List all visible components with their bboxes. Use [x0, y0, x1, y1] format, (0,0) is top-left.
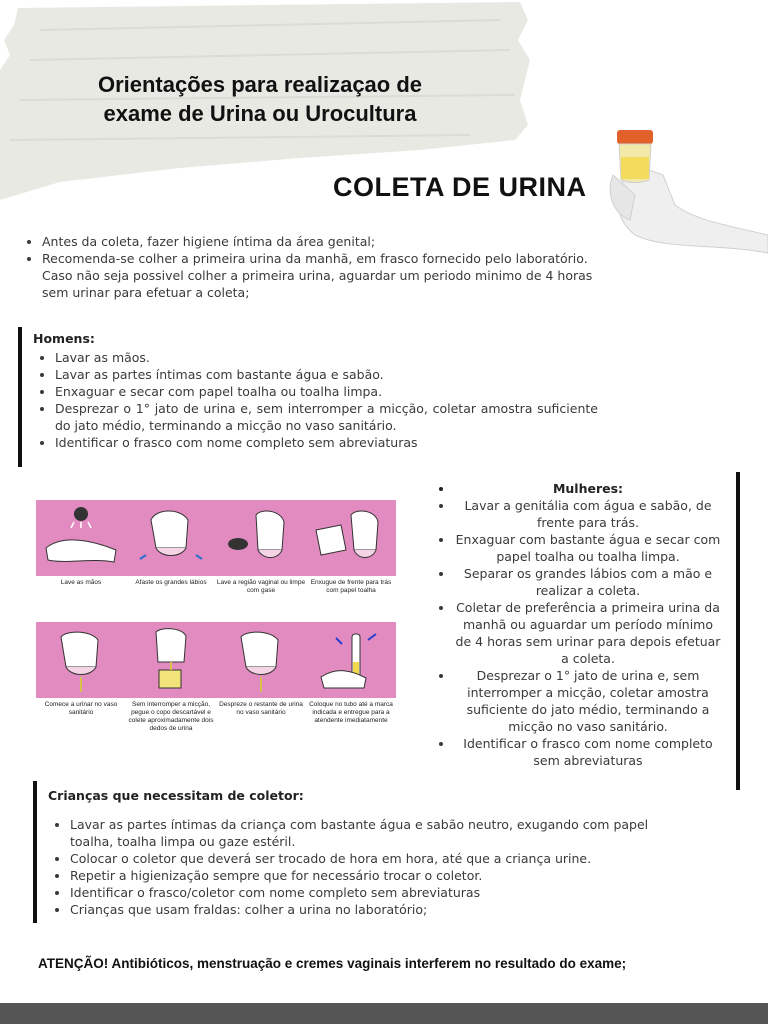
homens-accent-bar — [18, 327, 22, 467]
homens-list — [33, 349, 598, 451]
step-caption: Lave a região vaginal ou limpe com gase — [216, 579, 306, 594]
sponge-illustration — [216, 500, 306, 576]
title-line-1: Orientações para realizaçao de — [97, 72, 423, 97]
mulheres-section — [432, 480, 722, 769]
step-caption: Comece a urinar no vaso sanitário — [44, 701, 118, 716]
step-caption: Enxugue de frente para trás com papel toalha — [310, 579, 392, 594]
cup-illustration — [126, 622, 216, 698]
list-item: • Crianças que usam fraldas: colher a urina no laboratório; — [70, 901, 668, 918]
step-dry — [306, 500, 396, 595]
intro-section — [20, 233, 605, 301]
step-collect — [126, 622, 216, 733]
criancas-heading: Crianças que necessitam de coletor: — [48, 788, 304, 803]
criancas-accent-bar — [33, 781, 37, 923]
list-item: • Desprezar o 1° jato de urina e, sem interromper a micção, coletar amostra suficiente do jato médio, terminando a micção no vaso sanitário. — [55, 400, 598, 434]
list-item: • Separar os grandes lábios com a mão e realizar a coleta. — [454, 565, 722, 599]
list-item: • Identificar o frasco/coletor com nome completo sem abreviaturas — [70, 884, 668, 901]
step-caption: Coloque no tubo até a marca indicada e entregue para a atendente imediatamente — [309, 701, 393, 724]
step-discard — [216, 622, 306, 717]
mulheres-list — [432, 480, 722, 769]
list-item: • Enxaguar e secar com papel toalha ou toalha limpa. — [55, 383, 598, 400]
step-separate-labia — [126, 500, 216, 587]
hand-illustration — [36, 622, 126, 698]
hands-washing-illustration — [36, 500, 126, 576]
list-item: • Recomenda-se colher a primeira urina da manhã, em frasco fornecido pelo laboratório. Caso não seja possivel colher a primeira urina, aguardar um periodo minimo de 4 horas sem urinar para efetuar a coleta; — [42, 250, 605, 301]
step-caption: Despreze o restante de urina no vaso sanitário — [219, 701, 303, 716]
list-item: • Colocar o coletor que deverá ser trocado de hora em hora, até que a criança urine. — [70, 850, 668, 867]
footer-bar — [0, 1003, 768, 1024]
list-item: • Coletar de preferência a primeira urina da manhã ou aguardar um período mínimo de 4 horas sem urinar para depois efetuar a coleta. — [454, 599, 722, 667]
attention-note: ATENÇÃO! Antibióticos, menstruação e cremes vaginais interferem no resultado do exame; — [38, 956, 627, 971]
mulheres-heading: • Mulheres: — [454, 480, 722, 497]
step-tube — [306, 622, 396, 725]
list-item: • Identificar o frasco com nome completo sem abreviaturas — [454, 735, 722, 769]
tube-illustration — [306, 622, 396, 698]
step-caption: Sem interromper a micção, pegue o copo descartável e colete aproximadamente dois dedos de urina — [128, 701, 214, 732]
subtitle: COLETA DE URINA — [333, 172, 587, 202]
list-item: • Lavar as partes íntimas com bastante água e sabão. — [55, 366, 598, 383]
list-item: • Lavar a genitália com água e sabão, de frente para trás. — [454, 497, 722, 531]
list-item: • Identificar o frasco com nome completo sem abreviaturas — [55, 434, 598, 451]
list-item: • Antes da coleta, fazer higiene íntima da área genital; — [42, 233, 605, 250]
step-start-urinating — [36, 622, 126, 717]
page-title — [60, 70, 460, 128]
list-item: • Desprezar o 1° jato de urina e, sem interromper a micção, coletar amostra suficiente do jato médio, terminando a micção no vaso sanitário. — [454, 667, 722, 735]
criancas-section — [48, 816, 668, 918]
urine-cup-image — [605, 125, 768, 260]
illustration-grid — [36, 500, 396, 750]
homens-section — [33, 330, 598, 451]
title-line-2: exame de Urina ou Urocultura — [103, 101, 417, 126]
hand-illustration — [126, 500, 216, 576]
step-caption: Afaste os grandes lábios — [135, 579, 207, 586]
mulheres-accent-bar — [736, 472, 740, 790]
step-wash-hands — [36, 500, 126, 587]
list-item: • Lavar as mãos. — [55, 349, 598, 366]
hand-illustration — [216, 622, 306, 698]
list-item: • Repetir a higienização sempre que for necessário trocar o coletor. — [70, 867, 668, 884]
criancas-list — [48, 816, 668, 918]
list-item: • Enxaguar com bastante água e secar com papel toalha ou toalha limpa. — [454, 531, 722, 565]
list-item: • Lavar as partes íntimas da criança com bastante água e sabão neutro, exugando com papel toalha, toalha limpa ou gaze estéril. — [70, 816, 668, 850]
step-caption: Lave as mãos — [60, 579, 102, 586]
intro-list — [20, 233, 605, 301]
homens-heading: Homens: — [33, 331, 95, 346]
towel-illustration — [306, 500, 396, 576]
step-wash-region — [216, 500, 306, 595]
